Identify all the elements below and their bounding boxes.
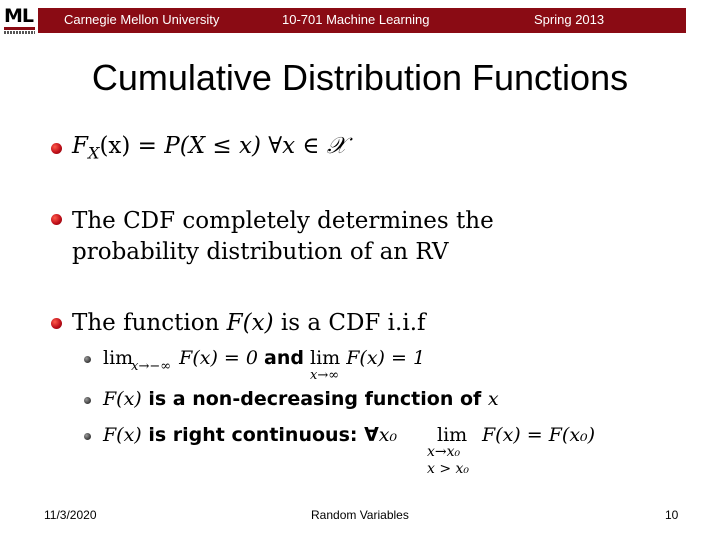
bullet-3-prefix: The function [72,310,227,336]
header-term: Spring 2013 [534,12,605,27]
bullet-icon [51,143,62,154]
footer-date: 11/3/2020 [44,508,97,522]
variable: x [487,388,499,410]
sub-bullet-icon [84,397,91,404]
bullet-2-line-2: probability distribution of an RV [72,239,449,265]
logo-bar [4,27,35,30]
page-number: 10 [665,508,679,522]
bullet-2-line-1: The CDF completely determines the [72,208,494,234]
fn-symbol: F(x) [103,388,142,410]
and-word: and [264,347,304,369]
bullet-icon [51,214,62,225]
sub-bullet-2-text [103,388,499,410]
sub-bullet-icon [84,356,91,363]
bullet-icon [51,318,62,329]
right-limit-subscript [427,444,469,478]
lim-subscript-2: x > x₀ [427,461,470,477]
variable: x₀ [378,424,398,446]
sub-bullet-3-text [103,424,397,446]
equals: = [130,133,165,159]
ml-logo [4,7,35,35]
lim-subscript-1: x→x₀ [427,444,461,460]
sub-bullet-icon [84,433,91,440]
cdf-subscript: X [87,143,100,163]
fn-symbol: F(x) [103,424,142,446]
cdf-symbol: F [72,133,88,159]
limit-expression: F(x) = 0 [173,347,265,369]
bullet-3-suffix: is a CDF i.i.f [273,310,426,336]
footer-topic: Random Variables [311,508,409,522]
sub-bullet-3-desc: is right continuous: ∀ [141,424,379,446]
lim-subscript: x→∞ [310,368,340,383]
header-course: 10-701 Machine Learning [282,12,430,27]
lim-operator: $\lim_{x\to-\infty}$ [103,347,172,374]
cdf-arg: (x) [99,133,131,159]
sub-bullet-1-text [103,347,426,383]
header-university: Carnegie Mellon University [64,12,220,27]
header-bar [38,8,686,33]
bullet-1-formula [72,133,347,163]
logo-text: ML [4,5,34,27]
right-limit-expression: F(x) = F(x₀) [482,424,596,446]
right-limit [437,424,467,446]
bullet-3-text [72,310,426,336]
lim-subscript: x→−∞ [131,359,172,374]
lim-word: lim [437,424,468,446]
bullet-2-text [72,206,494,268]
slide-title: Cumulative Distribution Functions [91,57,629,98]
limit-expression: F(x) = 1 [340,347,426,369]
sub-bullet-2-desc: is a non-decreasing function of [141,388,488,410]
bullet-3-fn: F(x) [226,310,274,336]
logo-subtext [4,31,35,34]
lim-operator: lim x→∞ [310,347,341,383]
cdf-definition: P(X ≤ x) ∀x ∈ 𝒳 [164,133,347,159]
